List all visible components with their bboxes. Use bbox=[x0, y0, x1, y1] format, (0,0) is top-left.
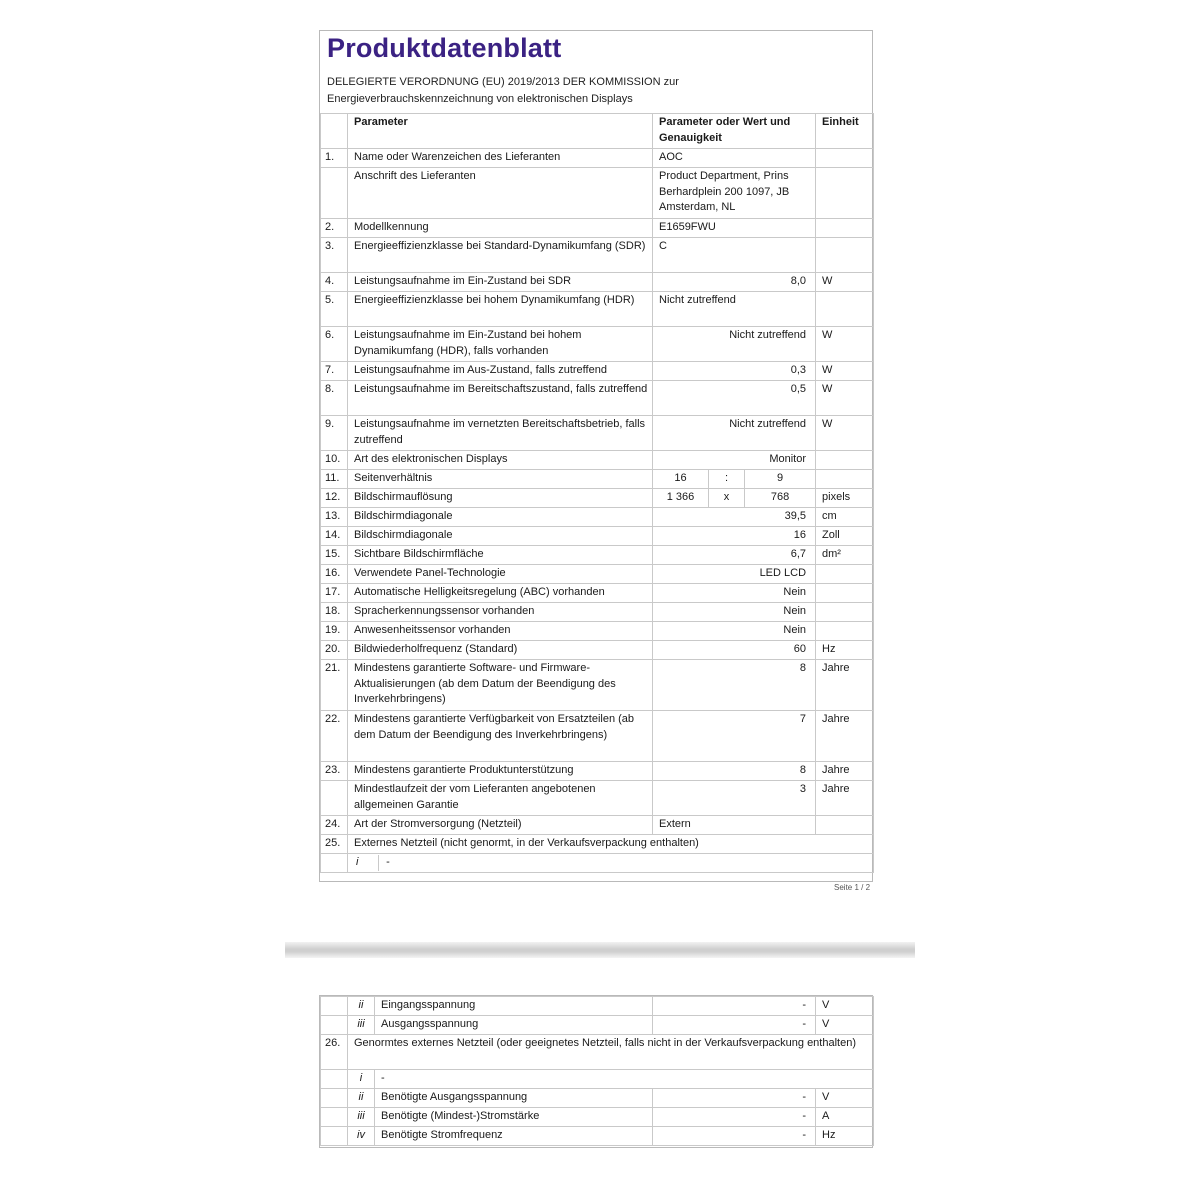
row-number: 19. bbox=[321, 622, 348, 641]
row-number: 22. bbox=[321, 711, 348, 762]
row-number bbox=[321, 1070, 348, 1089]
row-parameter: Benötigte Stromfrequenz bbox=[375, 1127, 653, 1146]
row-unit: Jahre bbox=[816, 762, 874, 781]
row-parameter: Anschrift des Lieferanten bbox=[348, 168, 653, 219]
row-number: 23. bbox=[321, 762, 348, 781]
row-value: Nicht zutreffend bbox=[653, 416, 816, 451]
row-unit: Hz bbox=[816, 641, 874, 660]
row-parameter: Spracherkennungssensor vorhanden bbox=[348, 603, 653, 622]
row-value: 6,7 bbox=[653, 546, 816, 565]
row-parameter: Energieeffizienzklasse bei Standard-Dynamikumfang (SDR) bbox=[348, 238, 653, 273]
page-divider bbox=[285, 942, 915, 958]
subtitle-line-1: DELEGIERTE VERORDNUNG (EU) 2019/2013 DER KOMMISSION zur bbox=[327, 76, 679, 88]
row-unit: Zoll bbox=[816, 527, 874, 546]
row-number bbox=[321, 1089, 348, 1108]
row-parameter: Name oder Warenzeichen des Lieferanten bbox=[348, 149, 653, 168]
table-row bbox=[321, 149, 874, 168]
table-row bbox=[321, 238, 874, 273]
row-parameter: Mindestens garantierte Produktunterstützung bbox=[348, 762, 653, 781]
row-unit bbox=[816, 149, 874, 168]
sub-row-index: iii bbox=[348, 1108, 375, 1127]
table-row bbox=[321, 854, 874, 873]
sub-row-index: i bbox=[356, 855, 379, 871]
row-number bbox=[321, 997, 348, 1016]
table-row bbox=[321, 416, 874, 451]
aspect-ratio-height: 9 bbox=[745, 470, 816, 489]
row-number: 14. bbox=[321, 527, 348, 546]
row-parameter: Leistungsaufnahme im Aus-Zustand, falls zutreffend bbox=[348, 362, 653, 381]
row-parameter: Sichtbare Bildschirmfläche bbox=[348, 546, 653, 565]
row-value: 0,3 bbox=[653, 362, 816, 381]
table-row bbox=[321, 603, 874, 622]
row-number: 26. bbox=[321, 1035, 348, 1070]
row-unit: Hz bbox=[816, 1127, 874, 1146]
row-unit: dm² bbox=[816, 546, 874, 565]
table-row bbox=[321, 451, 874, 470]
row-number bbox=[321, 854, 348, 873]
row-unit: W bbox=[816, 416, 874, 451]
table-row bbox=[321, 711, 874, 762]
row-number: 3. bbox=[321, 238, 348, 273]
row-number: 24. bbox=[321, 816, 348, 835]
row-parameter: Anwesenheitssensor vorhanden bbox=[348, 622, 653, 641]
row-unit bbox=[816, 622, 874, 641]
row-number: 20. bbox=[321, 641, 348, 660]
row-unit: Jahre bbox=[816, 660, 874, 711]
row-number bbox=[321, 781, 348, 816]
sub-row-index: iv bbox=[348, 1127, 375, 1146]
row-parameter: - bbox=[375, 1070, 874, 1089]
row-unit: Jahre bbox=[816, 711, 874, 762]
page-1 bbox=[319, 30, 873, 882]
row-parameter: Modellkennung bbox=[348, 219, 653, 238]
product-data-table-continued bbox=[320, 996, 874, 1146]
table-row bbox=[321, 816, 874, 835]
product-data-table bbox=[320, 113, 874, 873]
row-unit: V bbox=[816, 1089, 874, 1108]
table-row bbox=[321, 1035, 874, 1070]
row-unit bbox=[816, 168, 874, 219]
table-row bbox=[321, 489, 874, 508]
row-number: 5. bbox=[321, 292, 348, 327]
row-value: 8,0 bbox=[653, 273, 816, 292]
table-row bbox=[321, 1070, 874, 1089]
row-value: Nicht zutreffend bbox=[653, 327, 816, 362]
sub-row-index: ii bbox=[348, 997, 375, 1016]
row-parameter: Mindestens garantierte Verfügbarkeit von Ersatzteilen (ab dem Datum der Beendigung des Inverkehrbringens) bbox=[348, 711, 653, 762]
row-unit: Jahre bbox=[816, 781, 874, 816]
row-value: 7 bbox=[653, 711, 816, 762]
row-parameter: Art des elektronischen Displays bbox=[348, 451, 653, 470]
row-value: 60 bbox=[653, 641, 816, 660]
row-value: AOC bbox=[653, 149, 816, 168]
sub-row-index: i bbox=[348, 1070, 375, 1089]
row-number: 17. bbox=[321, 584, 348, 603]
table-row bbox=[321, 660, 874, 711]
row-parameter: Verwendete Panel-Technologie bbox=[348, 565, 653, 584]
table-row bbox=[321, 470, 874, 489]
row-parameter: Automatische Helligkeitsregelung (ABC) vorhanden bbox=[348, 584, 653, 603]
row-number: 4. bbox=[321, 273, 348, 292]
row-value: Nicht zutreffend bbox=[653, 292, 816, 327]
row-value: Nein bbox=[653, 603, 816, 622]
subtitle-line-2: Energieverbrauchskennzeichnung von elektronischen Displays bbox=[327, 92, 633, 105]
row-parameter: Mindestens garantierte Software- und Firmware-Aktualisierungen (ab dem Datum der Beendigung des Inverkehrbringens) bbox=[348, 660, 653, 711]
row-number: 9. bbox=[321, 416, 348, 451]
table-row bbox=[321, 1108, 874, 1127]
sub-row-index: ii bbox=[348, 1089, 375, 1108]
row-value: 8 bbox=[653, 762, 816, 781]
resolution-vertical: 768 bbox=[745, 489, 816, 508]
table-row bbox=[321, 781, 874, 816]
row-number bbox=[321, 1016, 348, 1035]
table-row bbox=[321, 1127, 874, 1146]
row-number: 18. bbox=[321, 603, 348, 622]
table-row bbox=[321, 584, 874, 603]
row-parameter: Bildschirmauflösung bbox=[348, 489, 653, 508]
row-parameter: Leistungsaufnahme im Bereitschaftszustand, falls zutreffend bbox=[348, 381, 653, 416]
row-parameter: Art der Stromversorgung (Netzteil) bbox=[348, 816, 653, 835]
sub-row-index: iii bbox=[348, 1016, 375, 1035]
row-unit: pixels bbox=[816, 489, 874, 508]
table-row bbox=[321, 622, 874, 641]
row-number: 21. bbox=[321, 660, 348, 711]
row-number: 25. bbox=[321, 835, 348, 854]
header-num-cell bbox=[321, 114, 348, 149]
row-number: 1. bbox=[321, 149, 348, 168]
row-number: 2. bbox=[321, 219, 348, 238]
sub-row-text: - bbox=[386, 856, 390, 868]
row-unit bbox=[816, 584, 874, 603]
row-value: - bbox=[653, 1108, 816, 1127]
row-unit bbox=[816, 816, 874, 835]
table-row bbox=[321, 835, 874, 854]
row-value: - bbox=[653, 1127, 816, 1146]
row-value: 0,5 bbox=[653, 381, 816, 416]
row-number: 13. bbox=[321, 508, 348, 527]
row-parameter: Energieeffizienzklasse bei hohem Dynamikumfang (HDR) bbox=[348, 292, 653, 327]
aspect-ratio-separator: : bbox=[709, 470, 745, 489]
row-value: - bbox=[653, 1016, 816, 1035]
row-value: Nein bbox=[653, 584, 816, 603]
row-value: - bbox=[653, 997, 816, 1016]
row-value: 3 bbox=[653, 781, 816, 816]
row-number bbox=[321, 168, 348, 219]
row-unit: W bbox=[816, 381, 874, 416]
row-parameter: Bildwiederholfrequenz (Standard) bbox=[348, 641, 653, 660]
row-number: 8. bbox=[321, 381, 348, 416]
table-row bbox=[321, 219, 874, 238]
row-unit: A bbox=[816, 1108, 874, 1127]
table-row bbox=[321, 381, 874, 416]
table-row bbox=[321, 641, 874, 660]
row-parameter: Seitenverhältnis bbox=[348, 470, 653, 489]
row-number: 11. bbox=[321, 470, 348, 489]
row-number bbox=[321, 1127, 348, 1146]
row-parameter-span: Externes Netzteil (nicht genormt, in der Verkaufsverpackung enthalten) bbox=[348, 835, 874, 854]
header-parameter: Parameter bbox=[348, 114, 653, 149]
table-row bbox=[321, 527, 874, 546]
table-header-row bbox=[321, 114, 874, 149]
row-unit bbox=[816, 238, 874, 273]
row-value: Product Department, Prins Berhardplein 200 1097, JB Amsterdam, NL bbox=[653, 168, 816, 219]
table-row bbox=[321, 762, 874, 781]
row-value: C bbox=[653, 238, 816, 273]
table-row bbox=[321, 565, 874, 584]
table-row bbox=[321, 292, 874, 327]
row-unit bbox=[816, 292, 874, 327]
row-value: Nein bbox=[653, 622, 816, 641]
row-unit bbox=[816, 451, 874, 470]
row-unit: V bbox=[816, 1016, 874, 1035]
resolution-horizontal: 1 366 bbox=[653, 489, 709, 508]
row-unit: W bbox=[816, 273, 874, 292]
row-value: - bbox=[653, 1089, 816, 1108]
row-unit bbox=[816, 470, 874, 489]
table-row bbox=[321, 1089, 874, 1108]
row-value: 16 bbox=[653, 527, 816, 546]
aspect-ratio-width: 16 bbox=[653, 470, 709, 489]
sub-row bbox=[348, 854, 874, 873]
row-unit: cm bbox=[816, 508, 874, 527]
page-2 bbox=[319, 995, 873, 1148]
row-number: 16. bbox=[321, 565, 348, 584]
row-parameter: Eingangsspannung bbox=[375, 997, 653, 1016]
row-unit bbox=[816, 603, 874, 622]
table-row bbox=[321, 508, 874, 527]
row-unit bbox=[816, 565, 874, 584]
row-parameter: Bildschirmdiagonale bbox=[348, 508, 653, 527]
row-value: E1659FWU bbox=[653, 219, 816, 238]
table-row bbox=[321, 168, 874, 219]
row-unit bbox=[816, 219, 874, 238]
row-parameter: Leistungsaufnahme im vernetzten Bereitschaftsbetrieb, falls zutreffend bbox=[348, 416, 653, 451]
row-number bbox=[321, 1108, 348, 1127]
row-value: Extern bbox=[653, 816, 816, 835]
row-value: Monitor bbox=[653, 451, 816, 470]
row-value: 39,5 bbox=[653, 508, 816, 527]
row-unit: V bbox=[816, 997, 874, 1016]
table-row bbox=[321, 546, 874, 565]
table-row bbox=[321, 997, 874, 1016]
row-number: 15. bbox=[321, 546, 348, 565]
row-parameter: Benötigte Ausgangsspannung bbox=[375, 1089, 653, 1108]
table-row bbox=[321, 1016, 874, 1035]
document-subtitle bbox=[327, 74, 679, 107]
table-row bbox=[321, 362, 874, 381]
page-footer: Seite 1 / 2 bbox=[834, 883, 871, 892]
row-number: 10. bbox=[321, 451, 348, 470]
header-value: Parameter oder Wert und Genauigkeit bbox=[653, 114, 816, 149]
row-parameter-span: Genormtes externes Netzteil (oder geeignetes Netzteil, falls nicht in der Verkaufsverpackung enthalten) bbox=[348, 1035, 874, 1070]
row-parameter: Leistungsaufnahme im Ein-Zustand bei hohem Dynamikumfang (HDR), falls vorhanden bbox=[348, 327, 653, 362]
row-value: 8 bbox=[653, 660, 816, 711]
row-unit: W bbox=[816, 362, 874, 381]
row-parameter: Bildschirmdiagonale bbox=[348, 527, 653, 546]
row-unit: W bbox=[816, 327, 874, 362]
document-title: Produktdatenblatt bbox=[327, 33, 562, 63]
row-value: LED LCD bbox=[653, 565, 816, 584]
resolution-separator: x bbox=[709, 489, 745, 508]
row-number: 7. bbox=[321, 362, 348, 381]
table-row bbox=[321, 327, 874, 362]
row-parameter: Benötigte (Mindest-)Stromstärke bbox=[375, 1108, 653, 1127]
table-row bbox=[321, 273, 874, 292]
row-number: 6. bbox=[321, 327, 348, 362]
row-parameter: Leistungsaufnahme im Ein-Zustand bei SDR bbox=[348, 273, 653, 292]
row-number: 12. bbox=[321, 489, 348, 508]
row-parameter: Mindestlaufzeit der vom Lieferanten angebotenen allgemeinen Garantie bbox=[348, 781, 653, 816]
row-parameter: Ausgangsspannung bbox=[375, 1016, 653, 1035]
header-unit: Einheit bbox=[816, 114, 874, 149]
